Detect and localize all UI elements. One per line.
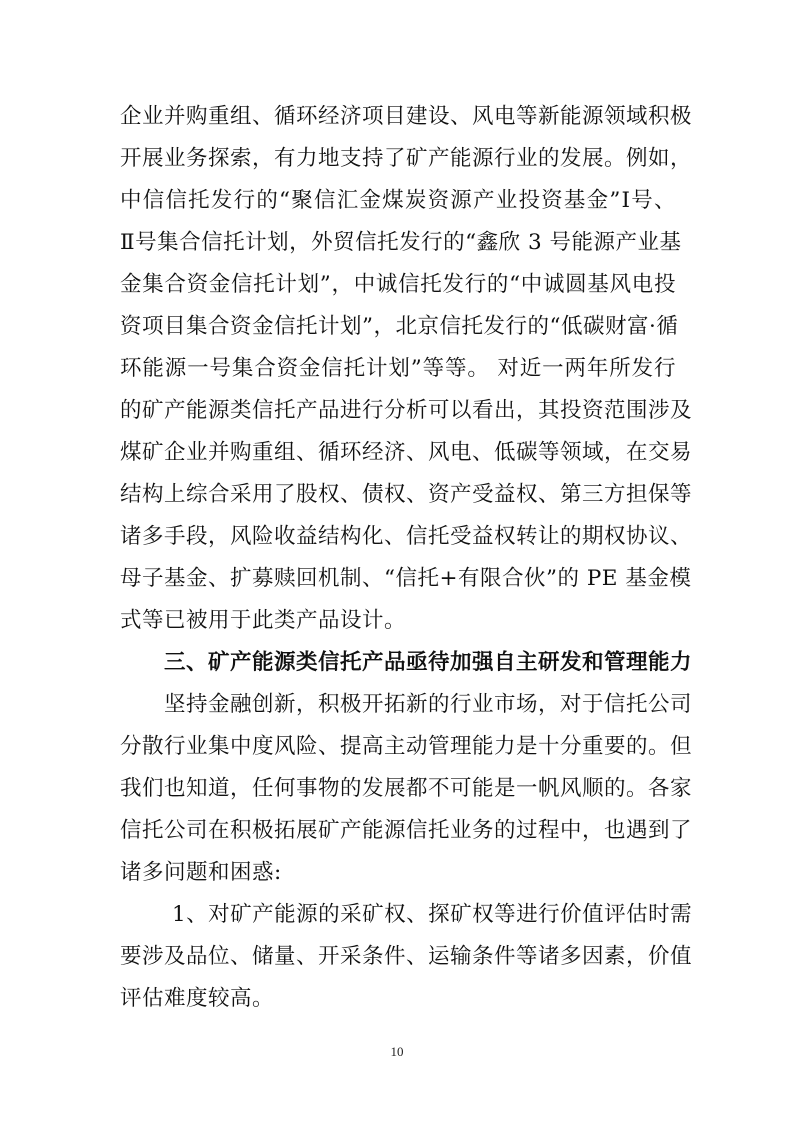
paragraph-1-line: 诸多手段，风险收益结构化、信托受益权转让的期权协议、 xyxy=(120,524,693,549)
paragraph-2-line: 诸多问题和困惑: xyxy=(120,860,282,885)
paragraph-1-line: 母子基金、扩募赎回机制、“信托+有限合伙”的 PE 基金模 xyxy=(120,566,692,591)
paragraph-1-line: 资项目集合资金信托计划”，北京信托发行的“低碳财富·循 xyxy=(120,314,679,339)
paragraph-1-line: 煤矿企业并购重组、循环经济、风电、低碳等领域，在交易 xyxy=(120,440,693,465)
paragraph-1-line: 开展业务探索，有力地支持了矿产能源行业的发展。例如， xyxy=(120,146,693,171)
paragraph-1-line: 企业并购重组、循环经济项目建设、风电等新能源领域积极 xyxy=(120,104,693,129)
paragraph-1-line: 式等已被用于此类产品设计。 xyxy=(120,608,407,633)
page-number: 10 xyxy=(390,1044,404,1059)
paragraph-2-line: 信托公司在积极拓展矿产能源信托业务的过程中，也遇到了 xyxy=(120,818,693,843)
paragraph-1-line: 结构上综合采用了股权、债权、资产受益权、第三方担保等 xyxy=(120,482,693,507)
paragraph-1-line: 中信信托发行的“聚信汇金煤炭资源产业投资基金”Ⅰ号、 xyxy=(120,188,676,213)
paragraph-1-line: 金集合资金信托计划”，中诚信托发行的“中诚圆基风电投 xyxy=(120,272,676,297)
paragraph-1-line: Ⅱ号集合信托计划，外贸信托发行的“鑫欣 3 号能源产业基 xyxy=(120,230,682,255)
section-heading: 三、矿产能源类信托产品亟待加强自主研发和管理能力 xyxy=(164,650,693,675)
paragraph-3-line: 要涉及品位、储量、开采条件、运输条件等诸多因素，价值 xyxy=(120,944,693,969)
paragraph-2-line: 坚持金融创新，积极开拓新的行业市场，对于信托公司 xyxy=(164,692,693,717)
paragraph-1-line: 环能源一号集合资金信托计划”等等。 对近一两年所发行 xyxy=(120,356,676,381)
paragraph-2-line: 我们也知道，任何事物的发展都不可能是一帆风顺的。各家 xyxy=(120,776,693,801)
paragraph-3-line: 评估难度较高。 xyxy=(120,986,275,1011)
paragraph-2-line: 分散行业集中度风险、提高主动管理能力是十分重要的。但 xyxy=(120,734,693,759)
paragraph-1-line: 的矿产能源类信托产品进行分析可以看出，其投资范围涉及 xyxy=(120,398,693,423)
paragraph-3-line: 1、对矿产能源的采矿权、探矿权等进行价值评估时需 xyxy=(172,902,693,927)
